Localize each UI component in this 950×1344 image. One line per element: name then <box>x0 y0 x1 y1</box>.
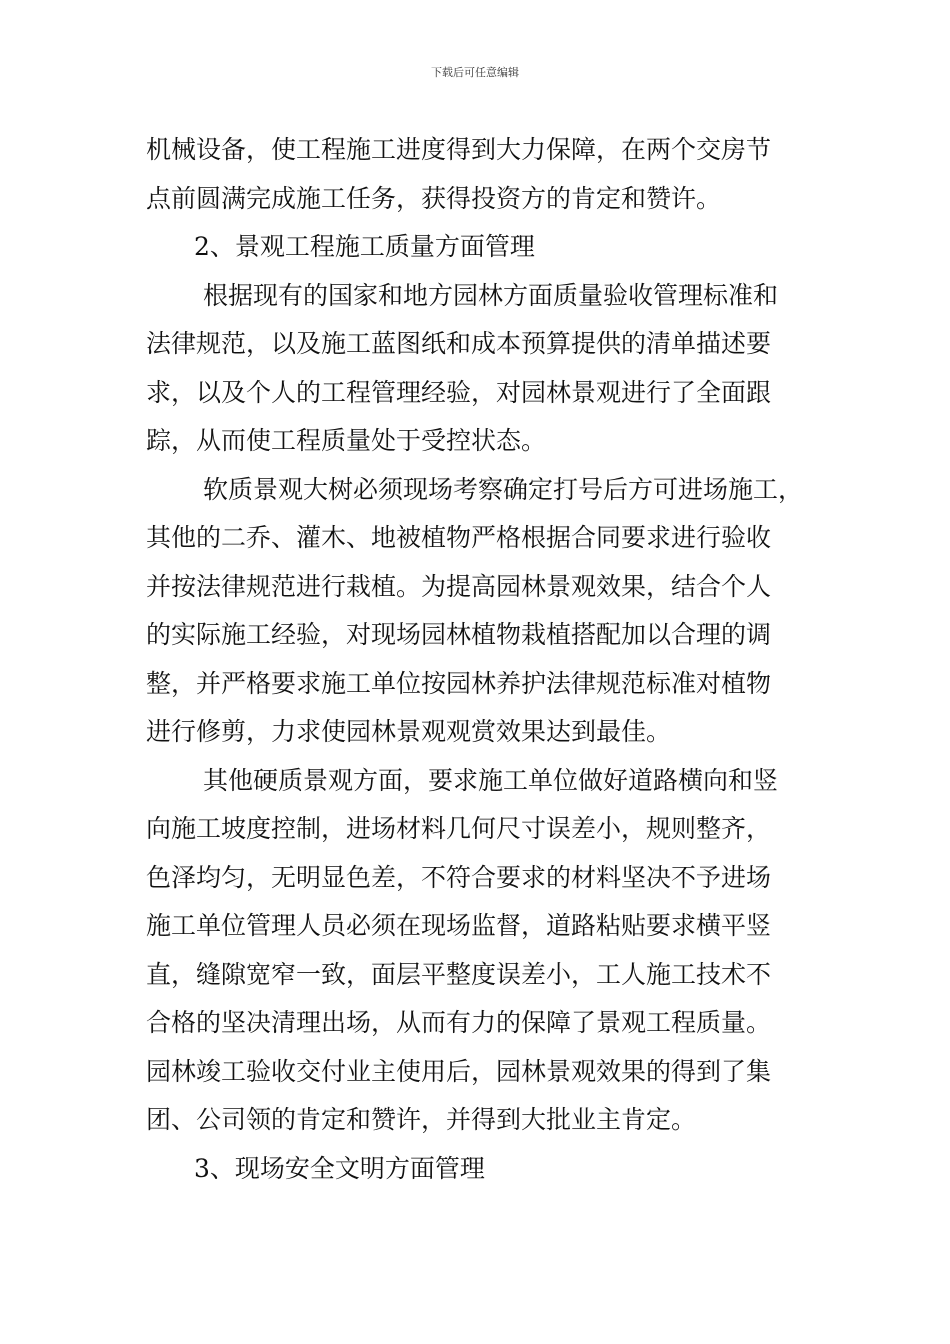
section-heading: 2、景观工程施工质量方面管理 <box>194 232 535 261</box>
text-line: 园林竣工验收交付业主使用后，园林景观效果的得到了集 <box>146 1056 772 1086</box>
text-line: 合格的坚决清理出场，从而有力的保障了景观工程质量。 <box>146 1008 772 1037</box>
text-line: 软质景观大树必须现场考察确定打号后方可进场施工， <box>203 474 804 504</box>
text-line: 踪，从而使工程质量处于受控状态。 <box>146 426 547 455</box>
text-line: 并按法律规范进行栽植。为提高园林景观效果，结合个人 <box>146 571 772 601</box>
text-line: 进行修剪，力求使园林景观观赏效果达到最佳。 <box>146 717 672 746</box>
text-line: 的实际施工经验，对现场园林植物栽植搭配加以合理的调 <box>146 620 772 649</box>
section-heading: 3、现场安全文明方面管理 <box>194 1153 485 1183</box>
text-line: 求，以及个人的工程管理经验，对园林景观进行了全面跟 <box>146 377 772 407</box>
text-line: 团、公司领的肯定和赞许，并得到大批业主肯定。 <box>146 1105 697 1134</box>
text-line: 其他的二乔、灌木、地被植物严格根据合同要求进行验收 <box>146 523 772 552</box>
text-line: 机械设备，使工程施工进度得到大力保障，在两个交房节 <box>146 135 772 164</box>
document-body <box>146 126 816 1193</box>
text-line: 直，缝隙宽窄一致，面层平整度误差小，工人施工技术不 <box>146 959 772 989</box>
text-line: 点前圆满完成施工任务，获得投资方的肯定和赞许。 <box>146 183 722 213</box>
text-line: 根据现有的国家和地方园林方面质量验收管理标准和 <box>203 280 779 310</box>
text-line: 向施工坡度控制，进场材料几何尺寸误差小，规则整齐， <box>146 814 772 843</box>
text-line: 色泽均匀，无明显色差，不符合要求的材料坚决不予进场 <box>146 862 772 892</box>
text-line: 其他硬质景观方面，要求施工单位做好道路横向和竖 <box>203 765 779 795</box>
text-line: 整，并严格要求施工单位按园林养护法律规范标准对植物 <box>146 668 772 698</box>
text-line: 法律规范，以及施工蓝图纸和成本预算提供的清单描述要 <box>146 329 772 358</box>
page-header: 下载后可任意编辑 <box>431 66 519 79</box>
text-line: 施工单位管理人员必须在现场监督，道路粘贴要求横平竖 <box>146 911 772 940</box>
